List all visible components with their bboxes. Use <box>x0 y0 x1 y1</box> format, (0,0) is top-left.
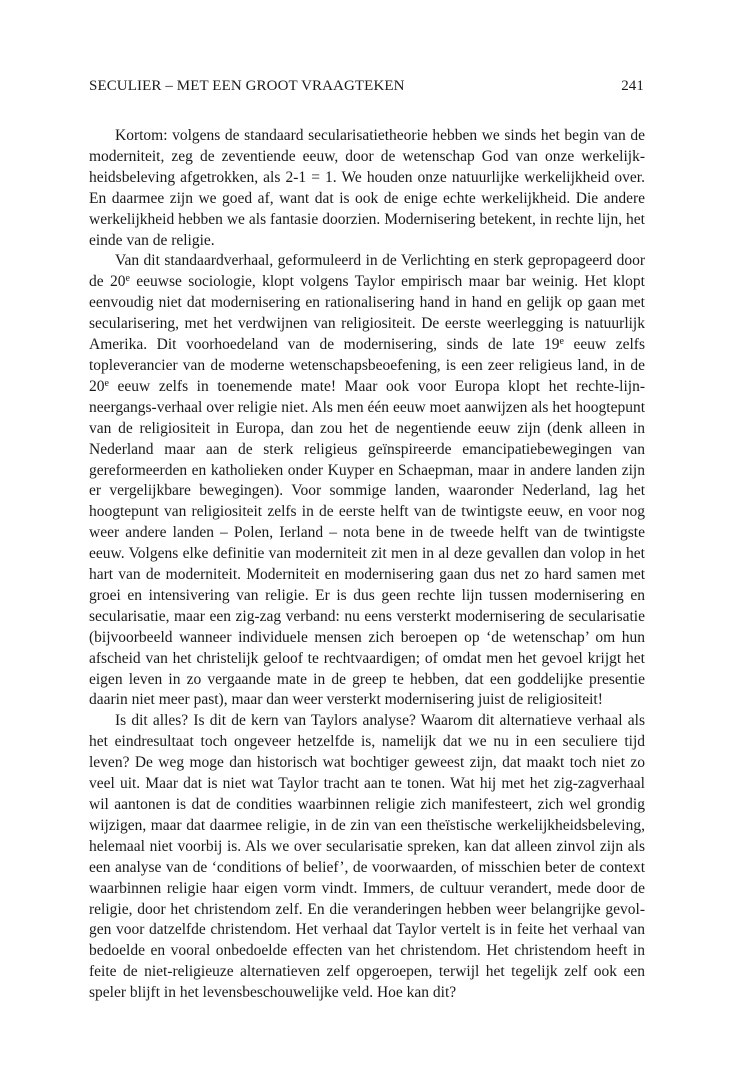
text-run: eeuwse sociologie, klopt volgens Taylor empirisch maar bar weinig. Het klopt eenvoudig niet dat modernisering en rationalisering hand in hand en gelijk op gaan met secularisering, met het verdwijnen van religiositeit. De eerste weerlegging is natuurlijk Amerika. Dit voorhoedeland van de modernisering, sinds de late 19 <box>89 273 645 354</box>
paragraph-2 <box>89 251 645 711</box>
superscript-e: e <box>104 377 109 389</box>
page-number: 241 <box>621 78 644 94</box>
superscript-e: e <box>559 336 564 348</box>
body-text <box>89 126 645 1004</box>
paragraph-3: Is dit alles? Is dit de kern van Taylors analyse? Waarom dit alternatieve verhaal als het eindresultaat toch ongeveer hetzelfde is, namelijk dat we nu in een seculiere tijd leven? De weg moge dan historisch wat bochtiger geweest zijn, dat maakt toch niet zo veel uit. Maar dat is niet wat Taylor tracht aan te tonen. Wat hij met het zig-zagverhaal wil aantonen is dat de condities waarbinnen religie zich manifesteert, zich wel grondig wijzigen, maar dat daarmee religie, in de zin van een theïstische werkelijkheidsbeleving, helemaal niet voorbij is. Als we over secularisatie spreken, kan dat alleen zinvol zijn als een analyse van de ‘conditions of belief’, de voorwaarden, of misschien beter de context waarbinnen religie haar eigen vorm vindt. Immers, de cultuur verandert, mede door de religie, door het christendom zelf. En die veranderingen hebben weer belangrijke gevolgen voor datzelfde christendom. Het verhaal dat Taylor vertelt is in feite het verhaal van bedoelde en vooral onbedoelde effecten van het christendom. Het christendom heeft in feite de niet-religieuze alternatieven zelf opgeroepen, terwijl het tegelijk zelf ook een speler blijft in het levensbeschouwelijke veld. Hoe kan dit? <box>89 712 645 1002</box>
superscript-e: e <box>125 273 130 285</box>
running-header <box>89 78 644 95</box>
text-run: eeuw zelfs topleverancier van de moderne wetenschapsbeoefening, is een zeer religieus land, in de 20 <box>89 336 645 395</box>
text-run: Van dit standaardverhaal, geformuleerd in de Verlichting en sterk gepropageerd door de 20 <box>89 252 645 291</box>
running-title: SECULIER – MET EEN GROOT VRAAGTEKEN <box>89 78 405 94</box>
paragraph-1: Kortom: volgens de standaard secularisatietheorie hebben we sinds het begin van de moderniteit, zeg de zeventiende eeuw, door de wetenschap God van onze werkelijkheidsbeleving afgetrokken, als 2-1 = 1. We houden onze natuurlijke werkelijkheid over. En daarmee zijn we goed af, want dat is ook de enige echte werkelijkheid. Die andere werkelijkheid hebben we als fantasie doorzien. Modernisering betekent, in rechte lijn, het einde van de religie. <box>89 127 645 249</box>
text-run: eeuw zelfs in toenemende mate! Maar ook voor Europa klopt het rechte-lijnneergangs-verhaal over religie niet. Als men één eeuw moet aanwijzen als het hoogtepunt van de religiositeit in Europa, dan zou het de negentiende eeuw zijn (denk alleen in Nederland maar aan de sterk religieus geïnspireerde emancipatiebewegingen van gereformeerden en katholieken onder Kuyper en Schaepman, maar in andere landen zijn er vergelijkbare bewegingen). Voor sommige landen, waaronder Nederland, lag het hoogtepunt van religiositeit zelfs in de eerste helft van de twintigste eeuw, en voor nog weer andere landen – Polen, Ierland – nota bene in de tweede helft van de twintigste eeuw. Volgens elke definitie van moderniteit zit men in al deze gevallen dan volop in het hart van de moderniteit. Moderniteit en modernisering gaan dus net zo hard samen met groei en intensivering van religie. Er is dus geen rechte lijn tussen modernisering en secularisatie, maar een zig-zag verband: nu eens versterkt modernisering de secularisatie (bijvoorbeeld wanneer individuele mensen zich beroepen op ‘de wetenschap’ om hun afscheid van het christelijk geloof te rechtvaardigen; of omdat men het gevoel krijgt het eigen leven in zo vergaande mate in de greep te hebben, dat een goddelijke presentie daarin niet meer past), maar dan weer versterkt modernisering juist de religiositeit! <box>89 377 645 709</box>
